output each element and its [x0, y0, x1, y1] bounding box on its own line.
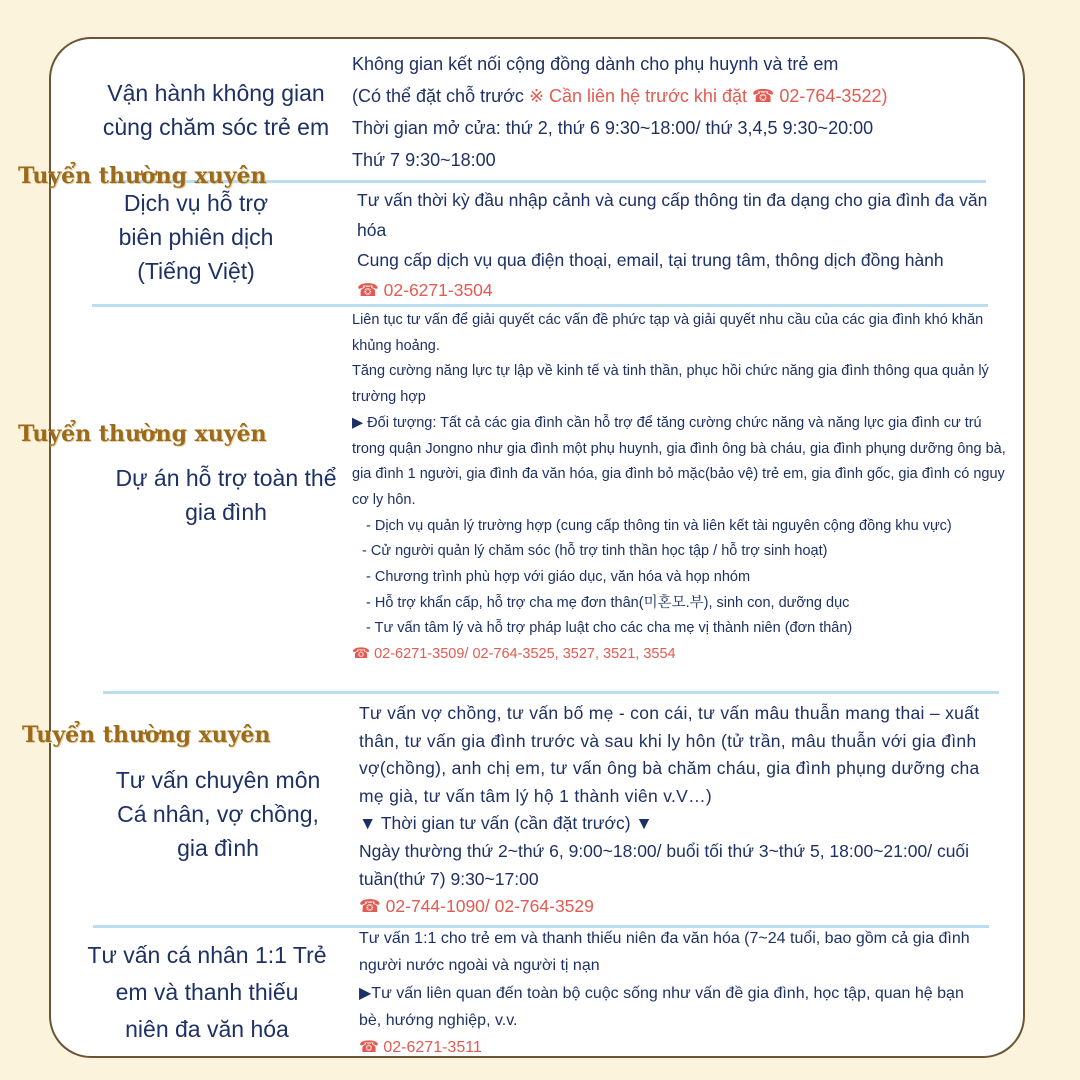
section-title-childcare-space: Vận hành không gian cùng chăm sóc trẻ em	[102, 80, 330, 140]
section-title-family-support: Dự án hỗ trợ toàn thể gia đình	[115, 465, 337, 525]
section-desc-counseling: Tư vấn vợ chồng, tư vấn bố mẹ - con cái, tư vấn mâu thuẫn mang thai – xuất thân, tư vấn gia đình trước và sau khi ly hôn (tử trần, mâu thuẫn với gia đình vợ(chồng), anh chị em, tư vấn ông bà chăm cháu, gia đình phụng dưỡng cha mẹ già, tư vấn tâm lý hộ 1 thành viên v.V…) ▼ Thời gian tư vấn (cần đặt trước) ▼ Ngày thường thứ 2~thứ 6, 9:00~18:00/ buổi tối thứ 3~thứ 5, 18:00~21:00/ cuối tuần(thứ 7) 9:30~17:00 ☎ 02-744-1090/ 02-764-3529	[359, 700, 1009, 921]
section-desc-childcare-space: Không gian kết nối cộng đồng dành cho phụ huynh và trẻ em (Có thể đặt chỗ trước ※ Cần liên hệ trước khi đặt ☎ 02-764-3522) Thời gian mở cửa: thứ 2, thứ 6 9:30~18:00/ thứ 3,4,5 9:30~20:00 Thứ 7 9:30~18:00	[352, 54, 888, 170]
section-desc-interpretation: Tư vấn thời kỳ đầu nhập cảnh và cung cấp thông tin đa dạng cho gia đình đa văn hóa Cung cấp dịch vụ qua điện thoại, email, tại trung tâm, thông dịch đồng hành ☎ 02-6271-3504	[357, 185, 1012, 305]
recruiting-tag: Tuyển thường xuyên	[22, 722, 271, 748]
phone-number: ☎ 02-744-1090/ 02-764-3529	[359, 896, 594, 917]
phone-number: ☎ 02-6271-3509/ 02-764-3525, 3527, 3521, 3554	[352, 646, 676, 663]
phone-number: ☎ 02-6271-3511	[359, 1039, 482, 1057]
section-title-youth-counseling: Tư vấn cá nhân 1:1 Trẻ em và thanh thiếu niên đa văn hóa	[87, 942, 327, 1042]
reservation-note: ※ Cần liên hệ trước khi đặt ☎ 02-764-3522)	[528, 86, 888, 106]
divider	[103, 691, 999, 694]
recruiting-tag: Tuyển thường xuyên	[18, 421, 267, 447]
section-desc-youth-counseling: Tư vấn 1:1 cho trẻ em và thanh thiếu niên đa văn hóa (7~24 tuổi, bao gồm cả gia đình người nước ngoài và người tị nạn ▶Tư vấn liên quan đến toàn bộ cuộc sống như vấn đề gia đình, học tập, quan hệ bạn bè, hướng nghiệp, v.v. ☎ 02-6271-3511	[359, 925, 979, 1061]
recruiting-tag: Tuyển thường xuyên	[18, 163, 267, 189]
section-title-interpretation: Dịch vụ hỗ trợ biên phiên dịch (Tiếng Việt)	[118, 190, 274, 284]
section-desc-family-support: Liên tục tư vấn để giải quyết các vấn đề phức tạp và giải quyết nhu cầu của các gia đình khó khăn khủng hoảng. Tăng cường năng lực tự lập về kinh tế và tinh thần, phục hồi chức năng gia đình thông qua quản lý trường hợp ▶ Đối tượng: Tất cả các gia đình cần hỗ trợ để tăng cường chức năng và năng lực gia đình cư trú trong quận Jongno như gia đình một phụ huynh, gia đình ông bà cháu, gia đình phụng dưỡng ông bà, gia đình 1 người, gia đình đa văn hóa, gia đình bỏ mặc(bảo vệ) trẻ em, gia đình gốc, gia đình có nguy cơ ly hôn. - Dịch vụ quản lý trường hợp (cung cấp thông tin và liên kết tài nguyên cộng đồng khu vực) - Cử người quản lý chăm sóc (hỗ trợ tinh thần học tập / hỗ trợ sinh hoạt) - Chương trình phù hợp với giáo dục, văn hóa và họp nhóm - Hỗ trợ khẩn cấp, hỗ trợ cha mẹ đơn thân(미혼모.부), sinh con, dưỡng dục - Tư vấn tâm lý và hỗ trợ pháp luật cho các cha mẹ vị thành niên (đơn thân) ☎ 02-6271-3509/ 02-764-3525, 3527, 3521, 3554	[352, 308, 1007, 668]
section-title-counseling: Tư vấn chuyên môn Cá nhân, vợ chồng, gia đình	[115, 767, 321, 861]
phone-number: ☎ 02-6271-3504	[357, 280, 493, 300]
